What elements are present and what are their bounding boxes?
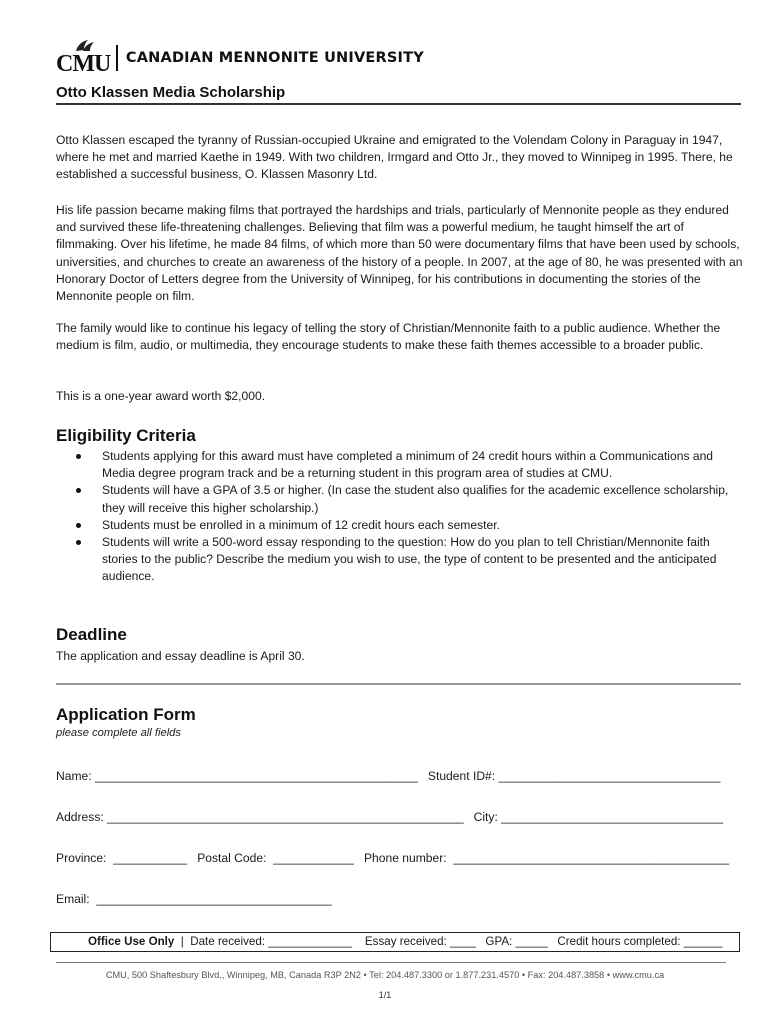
list-item-text: Students applying for this award must have completed a minimum of 24 credit hours within a Communications and Media degree program track and be a returning student in this program area of studies at CMU. [102, 449, 714, 481]
bullet-icon [76, 540, 81, 545]
list-item [76, 482, 736, 516]
intro-paragraph-2: His life passion became making films that portrayed the hardships and trials, particularly of Mennonite people as they endured and survived these life-threatening challenges. Believing that film was a powerful medium, he taught himself the art of filmmaking. Over his lifetime, he made 84 films, of which more than 50 were documentary films that have been used by schools, universities, and churches to create an awareness of the history of a people. In 2007, at the age of 80, he was presented with an Honorary Doctor of Letters degree from the University of Winnipeg, for his contributions in documenting the stories of the Mennonite people on film. [56, 203, 743, 304]
list-item [76, 448, 736, 482]
intro-paragraph-3: The family would like to continue his legacy of telling the story of Christian/Mennonite faith to a public audience. Whether the medium is film, audio, or multimedia, they encourage students to make these faith themes accessible to a broader public. [56, 321, 721, 353]
bullet-icon [76, 523, 81, 528]
page-title: Otto Klassen Media Scholarship [56, 84, 286, 101]
eligibility-heading: Eligibility Criteria [56, 426, 196, 445]
cmu-logo-mark [56, 40, 110, 76]
logo-divider [116, 45, 118, 71]
leaf-flame-icon [74, 38, 96, 52]
section-divider [56, 683, 741, 685]
list-item-text: Students must be enrolled in a minimum of 12 credit hours each semester. [102, 517, 500, 532]
office-use-label: Office Use Only [88, 935, 175, 948]
intro-paragraph-1: Otto Klassen escaped the tyranny of Russian-occupied Ukraine and emigrated to the Volendam Colony in Paraguay in 1947, where he met and married Kaethe in 1949. With two children, Irmgard and Otto Jr., they moved to Winnipeg in 1995. There, he established a successful business, O. Klassen Masonry Ltd. [56, 133, 733, 182]
logo-text: CMU [56, 51, 111, 77]
eligibility-list [76, 448, 736, 586]
deadline-text: The application and essay deadline is April 30. [56, 649, 305, 663]
email-row[interactable]: Email: ___________________________________ [56, 892, 332, 906]
university-name: CANADIAN MENNONITE UNIVERSITY [125, 50, 424, 66]
name-student-id-row[interactable]: Name: ________________________________________________ Student ID#: _________________________________ [56, 769, 721, 783]
list-item-text: Students will have a GPA of 3.5 or higher. (In case the student also qualifies for the academic excellence scholarship, they will receive this higher scholarship.) [102, 483, 729, 515]
application-form-instructions: please complete all fields [56, 727, 181, 739]
title-divider [56, 103, 741, 105]
address-city-row[interactable]: Address: _____________________________________________________ City: _________________________________ [56, 810, 724, 824]
university-logo [56, 40, 424, 76]
list-item [76, 534, 736, 586]
award-value-text: This is a one-year award worth $2,000. [56, 389, 266, 403]
application-form-heading: Application Form [56, 705, 196, 724]
office-use-fields: | Date received: _____________ Essay received: ____ GPA: _____ Credit hours completed: ______ [174, 935, 723, 948]
deadline-heading: Deadline [56, 625, 127, 644]
list-item-text: Students will write a 500-word essay responding to the question: How do you plan to tell Christian/Mennonite faith stories to the public? Describe the medium you wish to use, the type of content to be presented and the anticipated audience. [102, 535, 717, 584]
page-number: 1/1 [378, 990, 392, 1000]
footer-address: CMU, 500 Shaftesbury Blvd., Winnipeg, MB, Canada R3P 2N2 • Tel: 204.487.3300 or 1.877.231.4570 • Fax: 204.487.3858 • www.cmu.ca [105, 970, 665, 980]
footer-divider [56, 962, 726, 963]
bullet-icon [76, 488, 81, 493]
list-item [76, 517, 736, 534]
office-use-box [50, 932, 740, 952]
bullet-icon [76, 454, 81, 459]
province-postal-phone-row[interactable]: Province: ___________ Postal Code: ____________ Phone number: _________________________________________ [56, 851, 730, 865]
